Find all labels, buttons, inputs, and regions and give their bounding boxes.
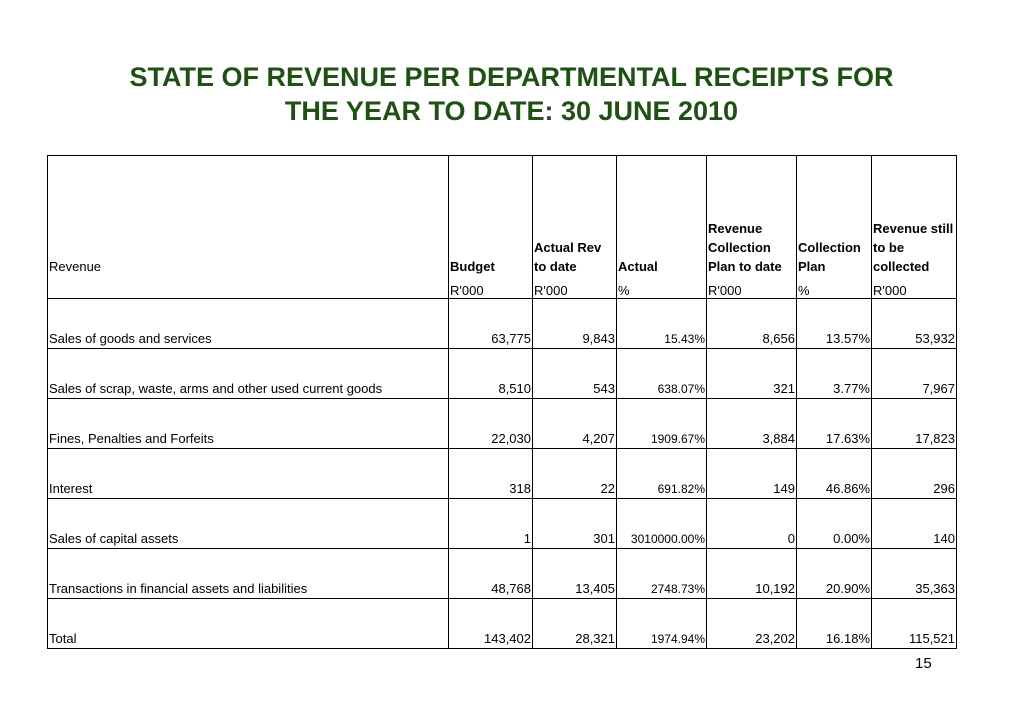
table-cell: 1 (449, 499, 533, 549)
row-label: Sales of goods and services (48, 299, 449, 349)
unit-cell: R'000 (872, 276, 957, 299)
header-row (48, 156, 957, 277)
page-number: 15 (915, 655, 932, 672)
table-cell: 3.77% (797, 349, 872, 399)
row-label: Total (48, 599, 449, 649)
table-cell: 10,192 (707, 549, 797, 599)
header-collection-plan: Collection Plan (797, 156, 872, 277)
slide-title (40, 60, 983, 128)
row-label: Interest (48, 449, 449, 499)
header-collection-plan-to-date: Revenue Collection Plan to date (707, 156, 797, 277)
table-cell: 9,843 (533, 299, 617, 349)
unit-cell: R'000 (449, 276, 533, 299)
unit-cell: % (617, 276, 707, 299)
table-cell: 8,656 (707, 299, 797, 349)
table-body (48, 156, 957, 649)
units-row (48, 276, 957, 299)
table-row (48, 599, 957, 649)
table-cell: 543 (533, 349, 617, 399)
title-line-2: THE YEAR TO DATE: 30 JUNE 2010 (284, 96, 739, 126)
table-cell: 301 (533, 499, 617, 549)
table-cell: 17.63% (797, 399, 872, 449)
table-row (48, 299, 957, 349)
table-cell: 143,402 (449, 599, 533, 649)
table-cell: 3010000.00% (617, 499, 707, 549)
table-cell: 20.90% (797, 549, 872, 599)
table-cell: 13.57% (797, 299, 872, 349)
table-row (48, 549, 957, 599)
header-revenue: Revenue (48, 156, 449, 277)
table-row (48, 449, 957, 499)
table-cell: 0.00% (797, 499, 872, 549)
row-label: Sales of scrap, waste, arms and other used current goods (48, 349, 449, 399)
unit-cell: R'000 (533, 276, 617, 299)
unit-cell: R'000 (707, 276, 797, 299)
header-actual: Actual (617, 156, 707, 277)
unit-cell (48, 276, 449, 299)
row-label: Transactions in financial assets and liabilities (48, 549, 449, 599)
revenue-table (47, 155, 957, 649)
table-cell: 115,521 (872, 599, 957, 649)
table-cell: 15.43% (617, 299, 707, 349)
table-cell: 16.18% (797, 599, 872, 649)
table-cell: 22 (533, 449, 617, 499)
table-cell: 46.86% (797, 449, 872, 499)
table-cell: 7,967 (872, 349, 957, 399)
table-cell: 1909.67% (617, 399, 707, 449)
table-cell: 8,510 (449, 349, 533, 399)
table-row (48, 399, 957, 449)
table-cell: 321 (707, 349, 797, 399)
table-cell: 63,775 (449, 299, 533, 349)
table-row (48, 499, 957, 549)
table-cell: 638.07% (617, 349, 707, 399)
row-label: Fines, Penalties and Forfeits (48, 399, 449, 449)
table-cell: 1974.94% (617, 599, 707, 649)
table-cell: 13,405 (533, 549, 617, 599)
table-cell: 22,030 (449, 399, 533, 449)
header-still-to-collect: Revenue still to be collected (872, 156, 957, 277)
header-actual-rev: Actual Rev to date (533, 156, 617, 277)
unit-cell: % (797, 276, 872, 299)
table-cell: 53,932 (872, 299, 957, 349)
table-cell: 3,884 (707, 399, 797, 449)
table-cell: 318 (449, 449, 533, 499)
row-label: Sales of capital assets (48, 499, 449, 549)
table-cell: 4,207 (533, 399, 617, 449)
title-line-1: STATE OF REVENUE PER DEPARTMENTAL RECEIPTS FOR (129, 62, 894, 92)
table-cell: 0 (707, 499, 797, 549)
table-row (48, 349, 957, 399)
table-cell: 28,321 (533, 599, 617, 649)
table-cell: 140 (872, 499, 957, 549)
table-cell: 48,768 (449, 549, 533, 599)
table-cell: 17,823 (872, 399, 957, 449)
table-cell: 691.82% (617, 449, 707, 499)
table-cell: 23,202 (707, 599, 797, 649)
header-budget: Budget (449, 156, 533, 277)
table-cell: 296 (872, 449, 957, 499)
table-cell: 2748.73% (617, 549, 707, 599)
table-cell: 149 (707, 449, 797, 499)
table-cell: 35,363 (872, 549, 957, 599)
